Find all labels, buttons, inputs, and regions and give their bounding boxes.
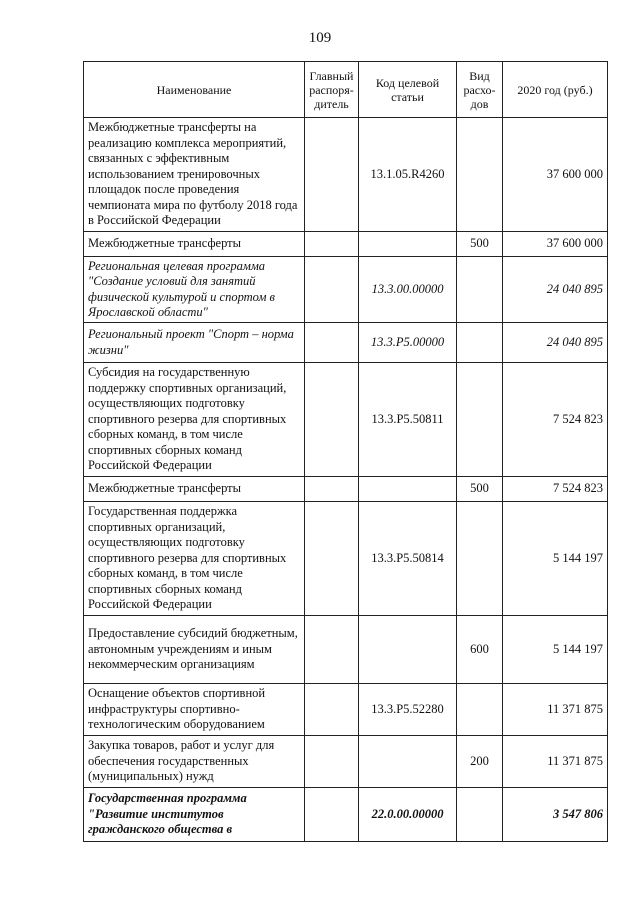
table-row — [84, 257, 608, 323]
row-main-manager-cell — [305, 502, 359, 616]
row-main-manager-cell — [305, 616, 359, 684]
header-target-code: Код целевой статьи — [359, 62, 457, 118]
row-expense-type-cell — [457, 684, 503, 736]
header-name: Наименование — [84, 62, 305, 118]
table-row — [84, 616, 608, 684]
row-name-cell: Государственная поддержка спортивных организаций, осуществляющих подготовку спортивного резерва для спортивных сборных команд, в том числе спортивных сборных команд Российской Федерации — [84, 502, 305, 616]
row-amount-cell: 37 600 000 — [503, 232, 608, 257]
row-amount-cell: 7 524 823 — [503, 363, 608, 477]
row-name-cell: Закупка товаров, работ и услуг для обеспечения государственных (муниципальных) нужд — [84, 736, 305, 788]
table-row — [84, 323, 608, 363]
row-main-manager-cell — [305, 736, 359, 788]
row-target-code-cell: 13.3.P5.50811 — [359, 363, 457, 477]
table-row — [84, 232, 608, 257]
row-expense-type-cell — [457, 788, 503, 842]
row-name-cell: Государственная программа "Развитие институтов гражданского общества в — [84, 788, 305, 842]
row-target-code-cell: 13.3.00.00000 — [359, 257, 457, 323]
row-target-code-cell: 13.3.P5.50814 — [359, 502, 457, 616]
row-target-code-cell — [359, 736, 457, 788]
row-expense-type-cell — [457, 502, 503, 616]
row-amount-cell: 24 040 895 — [503, 257, 608, 323]
row-main-manager-cell — [305, 684, 359, 736]
header-main-manager: Главный распоря-дитель — [305, 62, 359, 118]
row-name-cell: Оснащение объектов спортивной инфраструктуры спортивно-технологическим оборудованием — [84, 684, 305, 736]
row-main-manager-cell — [305, 323, 359, 363]
budget-table — [83, 61, 608, 842]
row-expense-type-cell — [457, 323, 503, 363]
row-target-code-cell: 13.3.P5.52280 — [359, 684, 457, 736]
row-main-manager-cell — [305, 232, 359, 257]
table-row — [84, 477, 608, 502]
row-expense-type-cell: 200 — [457, 736, 503, 788]
row-name-cell: Межбюджетные трансферты на реализацию комплекса мероприятий, связанных с эффективным использованием тренировочных площадок после проведения чемпионата мира по футболу 2018 года в Российской Федерации — [84, 118, 305, 232]
row-main-manager-cell — [305, 118, 359, 232]
table-row — [84, 788, 608, 842]
row-target-code-cell: 13.1.05.R4260 — [359, 118, 457, 232]
row-main-manager-cell — [305, 477, 359, 502]
table-row — [84, 684, 608, 736]
table-row — [84, 118, 608, 232]
table-body — [84, 118, 608, 842]
row-amount-cell: 37 600 000 — [503, 118, 608, 232]
table-row — [84, 502, 608, 616]
row-expense-type-cell — [457, 363, 503, 477]
row-target-code-cell — [359, 477, 457, 502]
header-amount: 2020 год (руб.) — [503, 62, 608, 118]
row-main-manager-cell — [305, 257, 359, 323]
row-name-cell: Межбюджетные трансферты — [84, 232, 305, 257]
row-expense-type-cell — [457, 257, 503, 323]
row-expense-type-cell: 500 — [457, 477, 503, 502]
row-name-cell: Предоставление субсидий бюджетным, автономным учреждениям и иным некоммерческим организациям — [84, 616, 305, 684]
row-expense-type-cell: 500 — [457, 232, 503, 257]
table-header-row — [84, 62, 608, 118]
row-amount-cell: 3 547 806 — [503, 788, 608, 842]
row-amount-cell: 11 371 875 — [503, 736, 608, 788]
row-expense-type-cell: 600 — [457, 616, 503, 684]
table-row — [84, 363, 608, 477]
row-amount-cell: 11 371 875 — [503, 684, 608, 736]
row-target-code-cell — [359, 616, 457, 684]
row-target-code-cell: 22.0.00.00000 — [359, 788, 457, 842]
row-amount-cell: 5 144 197 — [503, 502, 608, 616]
row-main-manager-cell — [305, 788, 359, 842]
row-amount-cell: 7 524 823 — [503, 477, 608, 502]
page-number: 109 — [308, 30, 332, 46]
row-amount-cell: 5 144 197 — [503, 616, 608, 684]
row-name-cell: Региональная целевая программа "Создание условий для занятий физической культурой и спортом в Ярославской области" — [84, 257, 305, 323]
row-main-manager-cell — [305, 363, 359, 477]
row-target-code-cell — [359, 232, 457, 257]
header-expense-type: Вид расхо-дов — [457, 62, 503, 118]
row-name-cell: Межбюджетные трансферты — [84, 477, 305, 502]
row-amount-cell: 24 040 895 — [503, 323, 608, 363]
row-expense-type-cell — [457, 118, 503, 232]
row-target-code-cell: 13.3.P5.00000 — [359, 323, 457, 363]
table-row — [84, 736, 608, 788]
row-name-cell: Субсидия на государственную поддержку спортивных организаций, осуществляющих подготовку спортивного резерва для спортивных сборных команд, в том числе спортивных сборных команд Российской Федерации — [84, 363, 305, 477]
row-name-cell: Региональный проект "Спорт – норма жизни" — [84, 323, 305, 363]
